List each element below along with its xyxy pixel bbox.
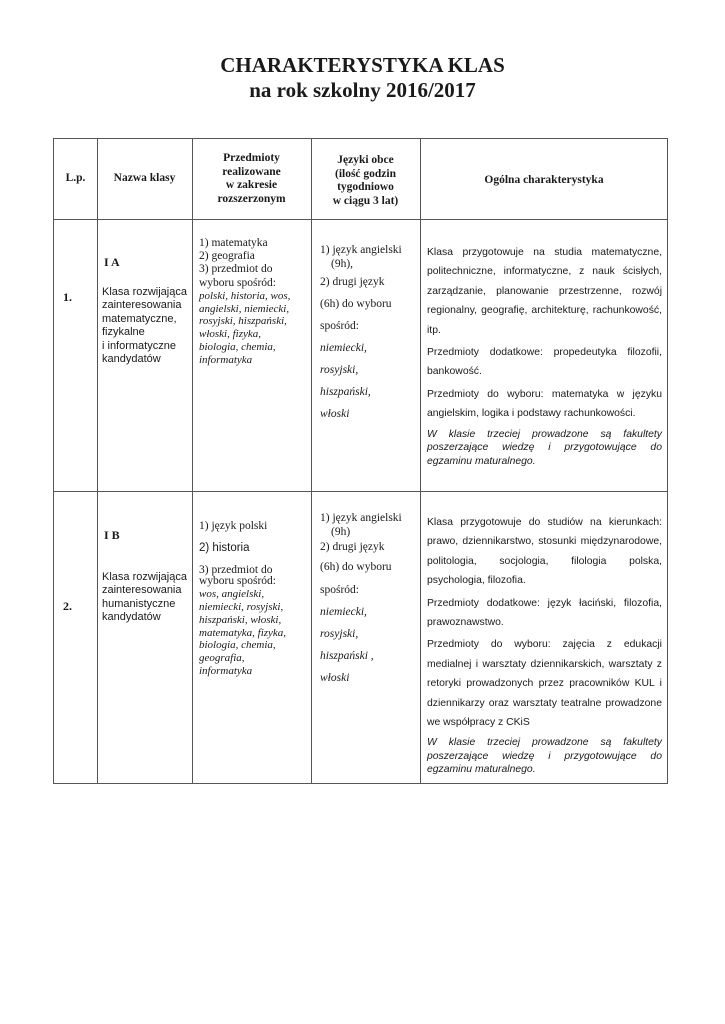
- header-languages-line: tygodniowo: [337, 181, 394, 193]
- subject-line: 3) przedmiot do: [199, 263, 273, 276]
- language-line: (6h) do wyboru: [320, 561, 392, 573]
- row-divider: [54, 219, 667, 220]
- language-option: hiszpański,: [320, 386, 371, 398]
- header-languages-line: (ilość godzin: [334, 167, 396, 180]
- language-line: (9h),: [331, 258, 354, 270]
- description-paragraph: Klasa przygotowuje na studia matematyczne, politechniczne, informatyczne, z nauk ścisłych, zarządzanie, planowanie przestrzenne, rozwój regionalny, geografię, architekturę, rachunkowość, itp.: [427, 247, 662, 336]
- language-option: włoski: [320, 672, 350, 684]
- subject-line: 2) historia: [199, 542, 250, 554]
- class-description-line: matematyczne,: [102, 312, 177, 325]
- header-lp: L.p.: [65, 172, 86, 185]
- language-line: 2) drugi język: [320, 276, 385, 288]
- subject-option: geografia,: [199, 652, 245, 665]
- class-name: I A: [104, 255, 120, 269]
- title-line-1: CHARAKTERYSTYKA KLAS: [220, 53, 505, 77]
- subject-option: rosyjski, hiszpański,: [199, 315, 287, 328]
- column-divider: [420, 139, 421, 783]
- language-option: niemiecki,: [320, 606, 367, 618]
- description-note: W klasie trzeciej prowadzone są fakultety poszerzające wiedzę i przygotowujące do egzaminu maturalnego.: [427, 428, 662, 467]
- language-line: (9h): [331, 526, 351, 538]
- class-description-line: humanistyczne: [102, 597, 176, 610]
- class-description-line: Klasa rozwijająca: [102, 286, 187, 298]
- class-description: [102, 571, 192, 625]
- subject-line: wyboru spośród:: [199, 575, 276, 587]
- language-line: 1) język angielski: [320, 244, 402, 256]
- language-option: niemiecki,: [320, 342, 367, 354]
- language-line: 2) drugi język: [320, 541, 385, 553]
- description-paragraph: Klasa przygotowuje do studiów na kierunkach: prawo, dziennikarstwo, stosunki międzynarodowe, politologia, socjologia, filologia polska, psychologia, filozofia.: [427, 517, 662, 587]
- class-table: [53, 138, 668, 784]
- header-description: Ogólna charakterystyka: [484, 174, 604, 187]
- row-2-languages: [320, 511, 420, 689]
- language-option: hiszpański ,: [320, 650, 374, 662]
- class-description-line: Klasa rozwijająca: [102, 571, 187, 583]
- class-description-line: kandydatów: [102, 611, 161, 624]
- subject-option: włoski, fizyka,: [199, 328, 262, 341]
- row-1-subjects: [199, 237, 309, 367]
- class-description-line: fizykalne: [102, 326, 145, 339]
- row-2-lp: 2.: [63, 599, 72, 613]
- column-divider: [311, 139, 312, 783]
- row-2-description: [427, 513, 662, 780]
- subject-option: informatyka: [199, 353, 253, 366]
- description-paragraph: Przedmioty dodatkowe: propedeutyka filozofii, bankowość.: [427, 347, 662, 378]
- class-description-line: kandydatów: [102, 353, 161, 366]
- language-line: spośród:: [320, 320, 359, 332]
- header-languages: [311, 139, 420, 219]
- header-subjects-line: w zakresie: [225, 179, 278, 191]
- description-note: W klasie trzeciej prowadzone są fakultety poszerzające wiedzę i przygotowujące do egzaminu maturalnego.: [427, 737, 662, 776]
- row-1-lp: 1.: [63, 290, 72, 304]
- subject-option: matematyka, fizyka,: [199, 626, 287, 639]
- row-divider: [54, 491, 667, 492]
- class-description: [102, 286, 192, 366]
- class-description-line: i informatyczne: [102, 339, 176, 352]
- class-description-line: zainteresowania: [102, 299, 182, 312]
- title-line-2: na rok szkolny 2016/2017: [249, 78, 476, 102]
- row-2-subjects: [199, 515, 309, 678]
- subject-line: 1) język polski: [199, 520, 268, 532]
- language-option: rosyjski,: [320, 628, 359, 640]
- subject-option: biologia, chemia,: [199, 639, 276, 652]
- subject-option: polski, historia, wos,: [199, 289, 291, 302]
- language-line: spośród:: [320, 584, 359, 596]
- subject-line: 2) geografia: [199, 250, 255, 263]
- header-subjects-line: realizowane: [222, 165, 281, 178]
- subject-option: niemiecki, rosyjski,: [199, 601, 284, 613]
- language-line: 1) język angielski: [320, 512, 402, 524]
- column-divider: [97, 139, 98, 783]
- subject-option: biologia, chemia,: [199, 341, 276, 353]
- subject-line: 3) przedmiot do: [199, 564, 273, 576]
- subject-line: 1) matematyka: [199, 237, 268, 249]
- subject-line: wyboru spośród:: [199, 276, 276, 289]
- column-divider: [192, 139, 193, 783]
- description-paragraph: Przedmioty dodatkowe: język łaciński, filozofia, prawoznawstwo.: [427, 597, 662, 629]
- row-1-class: [102, 255, 192, 366]
- subject-option: hiszpański, włoski,: [199, 613, 282, 626]
- class-name: I B: [104, 528, 120, 542]
- subject-option: wos, angielski,: [199, 588, 265, 601]
- document-title: [0, 53, 725, 103]
- subject-option: informatyka: [199, 664, 253, 677]
- class-description-line: zainteresowania: [102, 584, 182, 597]
- header-subjects: [192, 139, 311, 219]
- header-languages-line: Języki obce: [337, 154, 394, 166]
- header-subjects-line: Przedmioty: [223, 152, 280, 164]
- header-languages-line: w ciągu 3 lat): [332, 194, 399, 207]
- header-class-name: Nazwa klasy: [113, 172, 176, 185]
- row-1-languages: [320, 243, 420, 425]
- description-paragraph: Przedmioty do wyboru: zajęcia z edukacji medialnej i warsztaty dziennikarskich, warsztaty z retoryki prowadzonych przez pracowników KUL i dziennikarzy oraz warsztaty teatralne prowadzone we współpracy z CKiS: [427, 639, 662, 729]
- row-1-description: [427, 243, 662, 471]
- header-subjects-line: rozszerzonym: [217, 192, 286, 205]
- subject-option: angielski, niemiecki,: [199, 302, 290, 315]
- language-option: włoski: [320, 408, 350, 420]
- language-line: (6h) do wyboru: [320, 298, 392, 310]
- language-option: rosyjski,: [320, 364, 359, 376]
- description-paragraph: Przedmioty do wyboru: matematyka w języku angielskim, logika i podstawy rachunkowości.: [427, 388, 662, 420]
- row-2-class: [102, 528, 192, 625]
